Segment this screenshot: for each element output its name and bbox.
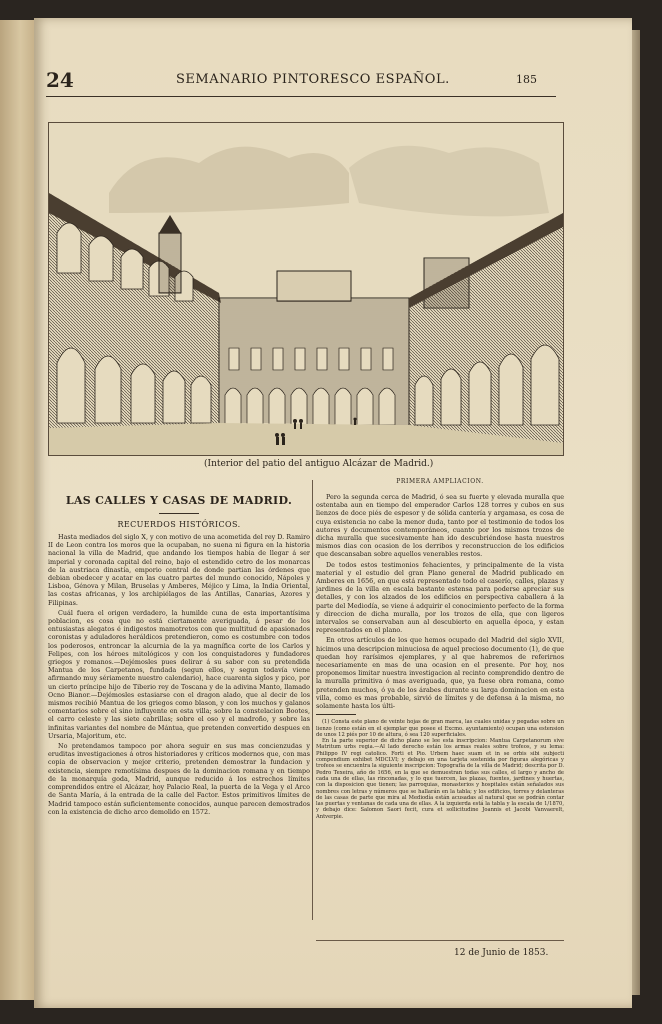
dateline: 12 de Junio de 1853. [454, 948, 549, 958]
article-title: LAS CALLES Y CASAS DE MADRID. [65, 494, 293, 507]
paragraph: No pretendamos tampoco por ahora seguir en sus mas concienzudas y eruditas investigaciones á otros historiadores y críticos modernos que, con mas copia de observacion y mejor criterio, pretenden demostrar la fundacion y existencia, siempre remotísima despues de la dominacion romana y en tiempo de la monarquía goda, Madrid, aunque reducido á los estrechos límites comprendidos entre el Alcázar, hoy Palacio Real, la puerta de la Vega y el Arco de Santa María, á la entrada de la calle del Factor. Estos primitivos límites de Madrid tampoco están suficientemente conocidos, aunque parecen demostrados con la existencia de dicho arco demolido en 1572. [48, 742, 310, 816]
previous-page-edge [0, 20, 35, 1000]
right-column [316, 478, 564, 820]
footnote: (1) Consta este plano de veinte hojas de gran marca, las cuales unidas y pegadas sobre un lienzo (como están en el ejemplar que posee el Excmo. ayuntamiento) ocupan una estension de unos 12 piés por 10 de altura, ó sea 120 superficiales. [316, 719, 564, 738]
paragraph: De todos estos testimonios fehacientes, y principalmente de la vista material y el estudio del gran Plano general de Madrid publicado en Amberes en 1656, en que está representado todo el caserío, calles, plazas y jardines de la villa en escala bastante estensa para poderse apreciar sus detalles, y con los alzados de los edificios en perspectiva caballera á la parte del Mediodía, se viene á adquirir el conocimiento perfecto de la forma y direccion de dicha muralla, por los trozos de ella, que con ligeros intervalos se conservaban aun al descubierto en aquella época, y estan representados en el plano. [316, 560, 564, 635]
section-heading: RECUERDOS HISTÓRICOS. [117, 520, 241, 529]
footer-rule [316, 940, 564, 941]
page-number: 24 [46, 68, 74, 92]
paragraph: Cuál fuera el origen verdadero, la humilde cuna de esta importantísima poblacion, es cosa que no está ciertamente averiguada, á pesar de los entusiastas alegatos é indigestos mamotretos con que multitud de apasionados coronistas y aduladores heráldicos pretendieron, como es costumbre con todos los poderosos, entroncar la alcurnia de la ya magnífica corte de los Carlos y Felipes, con los héroes mitológicos y con los conquistadores y fundadores griegos y romanos.—Dejémosles pues delirar á su sabor con su pretendida Mantua de los Carpetanos, fundada (segun ellos, y segun todavía viene afirmando muy sériamente nuestro calendario), hace cuarenta siglos y pico, por un cierto príncipe hijo de Tiberio rey de Toscana y de la adivina Manto, llamado Ocno Bianor.—Dejémosles estasiarse con el dragon alado, que al decir de los mismos recibió Mantua de los griegos como blason, y con los muchos y galanos comentarios sobre el sino influyente en esta villa; sobre la constelacion Bootes, el carro celeste y las siete cabrillas; sobre el oso y el madroño, y sobre las infinitas variantes del nombre de Mántua, que pretenden convertido despues en Ursaria, Majoritum, etc. [48, 608, 310, 740]
illustration-caption: (Interior del patio del antiguo Alcázar de Madrid.) [204, 459, 434, 469]
alcazar-courtyard-engraving [48, 122, 564, 456]
folio-number: 185 [516, 73, 537, 86]
column-divider [312, 480, 313, 920]
footnotes [316, 719, 564, 820]
page-header [46, 68, 556, 94]
footnote-rule [316, 714, 356, 715]
paragraph: Hasta mediados del siglo X, y con motivo de una acometida del rey D. Ramiro II de Leon contra los moros que la ocupaban, no suena ni figura en la historia nacional la villa de Madrid, que andando los tiempos habia de llegar á ser imperial y coronada capital del reino, bajo el estendido cetro de los monarcas de la austriaca dinastía, emporio central de donde partian las órdenes que debian obedecer y acatar en las cuatro partes del mundo conocido, Nápoles y Lisboa, Génova y Milan, Bruselas y Amberes, Méjico y Lima, la India Oriental, las costas africanas, y los archipiélagos de las Antillas, Canarias, Azores y Filipinas. [48, 533, 310, 607]
header-rule [46, 96, 556, 97]
section-kicker: PRIMERA AMPLIACION. [396, 478, 484, 485]
journal-title: SEMANARIO PINTORESCO ESPAÑOL. [176, 72, 450, 87]
title-rule [159, 513, 199, 514]
paragraph: En otros artículos de los que hemos ocupado del Madrid del siglo XVII, hicimos una descripcion minuciosa de aquel precioso documento (1), de que quedan hoy rarísimos ejemplares, y al que habremos de referirnos necesariamente en mas de una ocasion en el presente. Por hoy, nos proponemos limitar nuestra investigacion al recinto comprendido dentro de la muralla primitiva ó mas averiguada, que, ya fuese obra romana, como pretenden muchos, ó ya de los árabes durante su larga dominacion en esta villa, como es mas probable, sirvió de límites y de defensa á la misma, no solamente hasta los últi- [316, 636, 564, 711]
newspaper-page [34, 18, 632, 1008]
footnote: En la parte superior de dicho plano se lee esta inscripcion: Mantua Carpetanorum sive Matritum urbs regia.—Al lado derecho están los armas reales sobre trofeos, y su lema: Philippo IV regi catolico. Forti et Pio. Urbem haec suam et in se orbis sibi subjecti compendium exhibet MDCLVI; y debajo en una tarjeta sostenida por figuras alegóricas y trofeos se encuentra la siguiente inscripcion: Topografía de la villa de Madrid; descrita por D. Pedro Texeira, año de 1656, en la que se demuestran todas sus calles, el largo y ancho de cada una de ellas, las rinconadas, y lo que tuercen, las plazas, fuentes, jardines y huertas, con la disposicion que tienen; las parroquias, monasterios y hospitales están señalados sus nombres con letras y números que se hallarán en la tabla; y los edificios, torres y delanteras de las casas de parte que mira al Mediodía están acusadas al natural que se podrán contar las puertas y ventanas de cada una de ellas. A la izquierda está la tabla y la escala de 1/1870, y debajo dice: Salomon Saori fecit, cura et sollicitudine Joannis et Jacobi Vanvaerelt, Antverpie. [316, 738, 564, 820]
paragraph: Pero la segunda cerca de Madrid, ó sea su fuerte y elevada muralla que ostentaba aun en tiempo del emperador Carlos 128 torres y cubos en sus lienzos de doce piés de espesor y de sólida cantería y argamasa, es cosa de cuya existencia no cabe la menor duda, tanto por el testimonio de todos los autores y documentos contemporáneos, cuanto por los mismos trozos de dicha muralla que sucesivamente han ido descubriéndose hasta nuestros mismos dias con ocasion de los derribos y reconstruccion de los edificios que descansaban sobre aquellos venerables restos. [316, 493, 564, 559]
left-column [48, 478, 310, 818]
